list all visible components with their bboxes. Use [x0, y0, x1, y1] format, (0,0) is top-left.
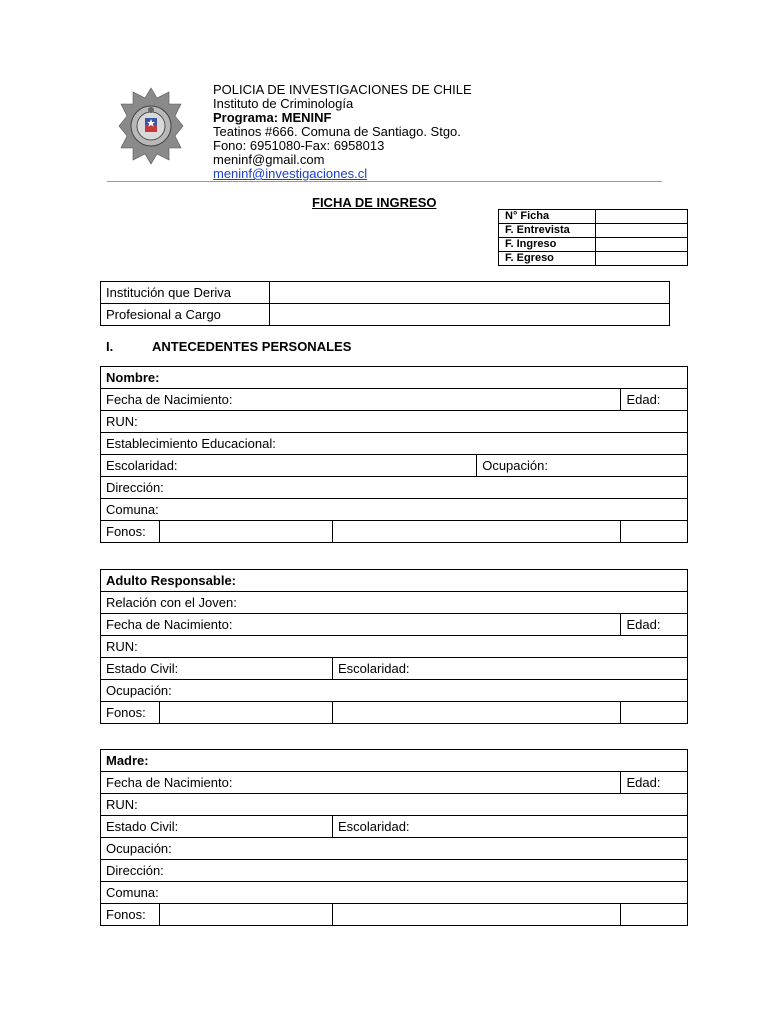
table-row — [499, 224, 688, 238]
table-row — [101, 658, 688, 680]
ficha-label: F. Egreso — [499, 252, 596, 266]
fono-1-field[interactable] — [160, 904, 333, 926]
profesional-label: Profesional a Cargo — [101, 304, 270, 326]
table-row — [101, 389, 688, 411]
address: Teatinos #666. Comuna de Santiago. Stgo. — [213, 124, 461, 139]
madre-escolaridad-field[interactable]: Escolaridad: — [333, 816, 688, 838]
program-name: Programa: MENINF — [213, 110, 332, 125]
adulto-table — [100, 569, 688, 724]
adulto-estado-civil-field[interactable]: Estado Civil: — [101, 658, 333, 680]
fecha-nacimiento-field[interactable]: Fecha de Nacimiento: — [101, 389, 621, 411]
page-title: FICHA DE INGRESO — [312, 195, 437, 210]
escolaridad-field[interactable]: Escolaridad: — [101, 455, 477, 477]
adulto-fecha-field[interactable]: Fecha de Nacimiento: — [101, 614, 621, 636]
table-row — [499, 238, 688, 252]
table-row — [101, 455, 688, 477]
table-row — [101, 680, 688, 702]
run-field[interactable]: RUN: — [101, 411, 688, 433]
madre-ocupacion-field[interactable]: Ocupación: — [101, 838, 688, 860]
table-row — [101, 367, 688, 389]
table-row — [101, 772, 688, 794]
ficha-label: N° Ficha — [499, 210, 596, 224]
madre-edad-field[interactable]: Edad: — [621, 772, 688, 794]
org-name: POLICIA DE INVESTIGACIONES DE CHILE — [213, 82, 472, 97]
profesional-field[interactable] — [270, 304, 670, 326]
table-row — [499, 252, 688, 266]
table-row — [101, 702, 688, 724]
email-gmail: meninf@gmail.com — [213, 152, 325, 167]
fono-2-field[interactable] — [333, 521, 621, 543]
fono-3-field[interactable] — [621, 521, 688, 543]
relacion-field[interactable]: Relación con el Joven: — [101, 592, 688, 614]
adulto-escolaridad-field[interactable]: Escolaridad: — [333, 658, 688, 680]
fono-1-field[interactable] — [160, 521, 333, 543]
fono-3-field[interactable] — [621, 702, 688, 724]
institucion-field[interactable] — [270, 282, 670, 304]
table-row — [101, 411, 688, 433]
table-row — [101, 904, 688, 926]
ficha-label: F. Entrevista — [499, 224, 596, 238]
table-row — [101, 304, 670, 326]
table-row — [101, 860, 688, 882]
joven-table — [100, 366, 688, 543]
edad-field[interactable]: Edad: — [621, 389, 688, 411]
table-row — [101, 570, 688, 592]
adulto-edad-field[interactable]: Edad: — [621, 614, 688, 636]
fono-1-field[interactable] — [160, 702, 333, 724]
section-title: ANTECEDENTES PERSONALES — [152, 339, 352, 354]
adulto-run-field[interactable]: RUN: — [101, 636, 688, 658]
section-number: I. — [106, 339, 114, 354]
fono-3-field[interactable] — [621, 904, 688, 926]
ficha-value-field[interactable] — [596, 210, 688, 224]
fono-2-field[interactable] — [333, 702, 621, 724]
madre-nombre-field[interactable]: Madre: — [101, 750, 688, 772]
table-row — [101, 750, 688, 772]
ocupacion-field[interactable]: Ocupación: — [477, 455, 688, 477]
table-row — [101, 499, 688, 521]
adulto-nombre-field[interactable]: Adulto Responsable: — [101, 570, 688, 592]
table-row — [101, 521, 688, 543]
fonos-label: Fonos: — [101, 521, 160, 543]
table-row — [101, 477, 688, 499]
madre-comuna-field[interactable]: Comuna: — [101, 882, 688, 904]
email-investigaciones-link[interactable]: meninf@investigaciones.cl — [213, 166, 368, 181]
establecimiento-field[interactable]: Establecimiento Educacional: — [101, 433, 688, 455]
table-row — [101, 636, 688, 658]
entrevista-value-field[interactable] — [596, 224, 688, 238]
header-divider — [107, 181, 662, 182]
table-row — [101, 838, 688, 860]
table-row — [101, 794, 688, 816]
madre-fecha-field[interactable]: Fecha de Nacimiento: — [101, 772, 621, 794]
madre-direccion-field[interactable]: Dirección: — [101, 860, 688, 882]
fonos-label: Fonos: — [101, 904, 160, 926]
fonos-label: Fonos: — [101, 702, 160, 724]
institucion-label: Institución que Deriva — [101, 282, 270, 304]
table-row — [101, 614, 688, 636]
phone-fax: Fono: 6951080-Fax: 6958013 — [213, 138, 385, 153]
ficha-label: F. Ingreso — [499, 238, 596, 252]
table-row — [499, 210, 688, 224]
table-row — [101, 816, 688, 838]
derivacion-table — [100, 281, 670, 326]
table-row — [101, 282, 670, 304]
egreso-value-field[interactable] — [596, 252, 688, 266]
comuna-field[interactable]: Comuna: — [101, 499, 688, 521]
madre-table — [100, 749, 688, 926]
madre-run-field[interactable]: RUN: — [101, 794, 688, 816]
nombre-field[interactable]: Nombre: — [101, 367, 688, 389]
table-row — [101, 592, 688, 614]
ficha-table — [498, 209, 688, 266]
table-row — [101, 882, 688, 904]
police-badge-logo — [117, 86, 185, 166]
madre-estado-civil-field[interactable]: Estado Civil: — [101, 816, 333, 838]
ingreso-value-field[interactable] — [596, 238, 688, 252]
direccion-field[interactable]: Dirección: — [101, 477, 688, 499]
institute-name: Instituto de Criminología — [213, 96, 354, 111]
table-row — [101, 433, 688, 455]
fono-2-field[interactable] — [333, 904, 621, 926]
adulto-ocupacion-field[interactable]: Ocupación: — [101, 680, 688, 702]
